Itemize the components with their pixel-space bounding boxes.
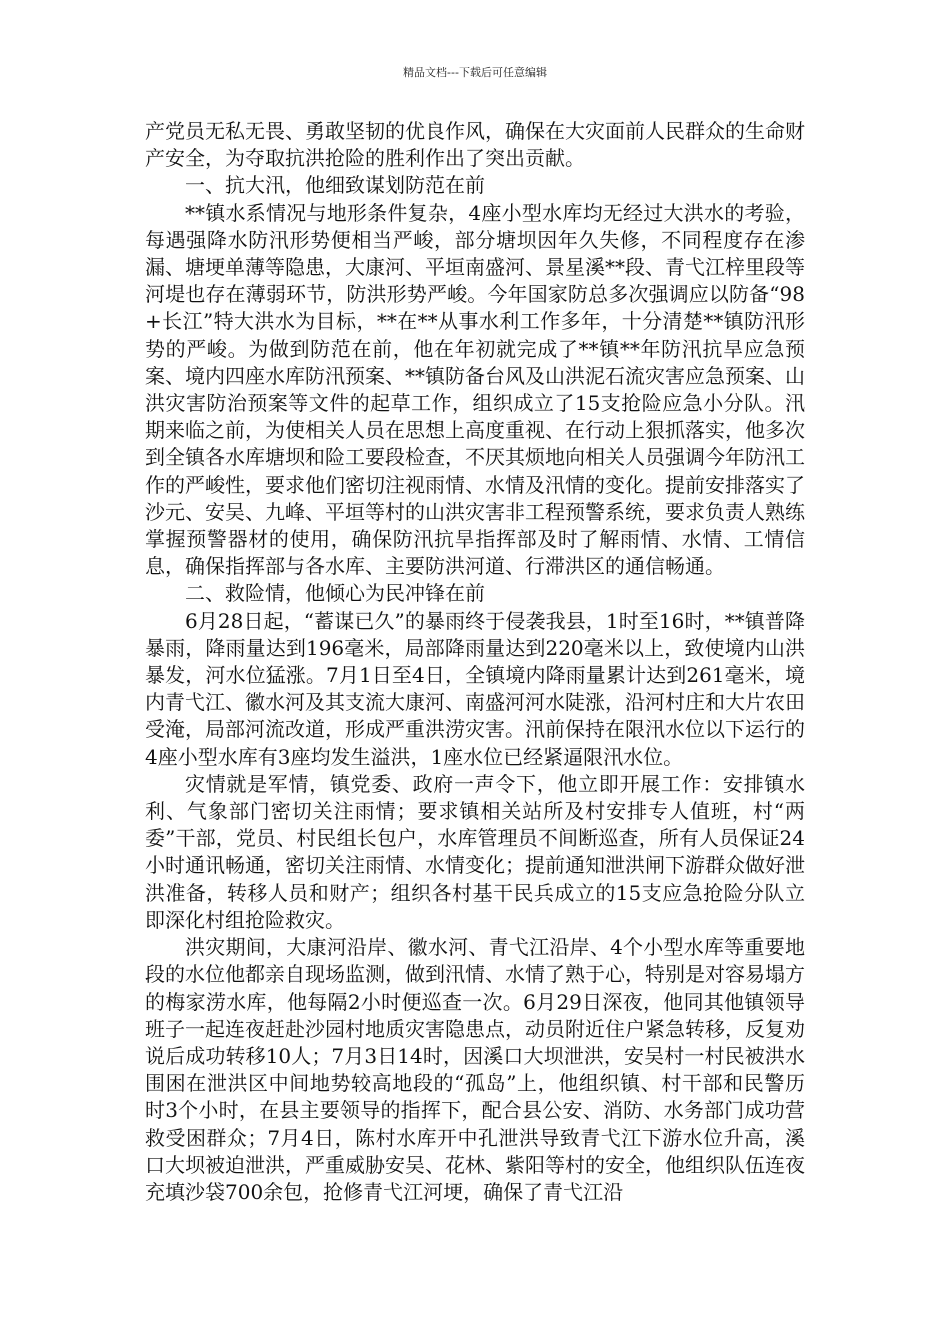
section-heading-1: 一、抗大汛，他细致谋划防范在前: [185, 173, 485, 198]
section-heading-2: 二、救险情，他倾心为民冲锋在前: [185, 581, 485, 606]
paragraph-flood-prevention: **镇水系情况与地形条件复杂，4座小型水库均无经过大洪水的考验，每遇强降水防汛形势便相当严峻，部分塘坝因年久失修，不同程度存在渗漏、塘埂单薄等隐患，大康河、平垣南盛河、景星溪**段、青弋江梓里段等河堤也存在薄弱环节，防洪形势严峻。今年国家防总多次强调应以防备“98+长江”特大洪水为目标，**在**从事水利工作多年，十分清楚**镇防汛形势的严峻。为做到防范在前，他在年初就完成了**镇**年防汛抗旱应急预案、境内四座水库防汛预案、**镇防备台风及山洪泥石流灾害应急预案、山洪灾害防治预案等文件的起草工作，组织成立了15支抢险应急小分队。汛期来临之前，为使相关人员在思想上高度重视、在行动上狠抓落实，他多次到全镇各水库塘坝和险工要段检查，不厌其烦地向相关人员强调今年防汛工作的严峻性，要求他们密切注视雨情、水情及汛情的变化。提前安排落实了沙元、安吴、九峰、平垣等村的山洪灾害非工程预警系统，要求负责人熟练掌握预警器材的使用，确保防汛抗旱指挥部及时了解雨情、水情、工情信息，确保指挥部与各水库、主要防洪河道、行滞洪区的通信畅通。: [145, 200, 805, 579]
paragraph-emergency-response: 灾情就是军情，镇党委、政府一声令下，他立即开展工作：安排镇水利、气象部门密切关注雨情；要求镇相关站所及村安排专人值班，村“两委”干部，党员、村民组长包户，水库管理员不间断巡查，所有人员保证24小时通讯畅通，密切关注雨情、水情变化；提前通知泄洪闸下游群众做好泄洪准备，转移人员和财产；组织各村基干民兵成立的15支应急抢险分队立即深化村组抢险救灾。: [145, 771, 805, 932]
document-body: [145, 118, 805, 1206]
paragraph-rescue-actions: 洪灾期间，大康河沿岸、徽水河、青弋江沿岸、4个小型水库等重要地段的水位他都亲自现场监测，做到汛情、水情了熟于心，特别是对容易塌方的梅家涝水库，他每隔2小时便巡查一次。6月29日深夜，他同其他镇领导班子一起连夜赶赴沙园村地质灾害隐患点，动员附近住户紧急转移，反复劝说后成功转移10人；7月3日14时，因溪口大坝泄洪，安吴村一村民被洪水围困在泄洪区中间地势较高地段的“孤岛”上，他组织镇、村干部和民警历时3个小时，在县主要领导的指挥下，配合县公安、消防、水务部门成功营救受困群众；7月4日，陈村水库开中孔泄洪导致青弋江下游水位升高，溪口大坝被迫泄洪，严重威胁安吴、花林、紫阳等村的安全，他组织队伍连夜充填沙袋700余包，抢修青弋江河埂，确保了青弋江沿: [145, 935, 805, 1204]
paragraph-rainstorm: 6月28日起，“蓄谋已久”的暴雨终于侵袭我县，1时至16时，**镇普降暴雨，降雨量达到196毫米，局部降雨量达到220毫米以上，致使境内山洪暴发，河水位猛涨。7月1日至4日，全镇境内降雨量累计达到261毫米，境内青弋江、徽水河及其支流大康河、南盛河河水陡涨，沿河村庄和大片农田受淹，局部河流改道，形成严重洪涝灾害。汛前保持在限汛水位以下运行的4座小型水库有3座均发生溢洪，1座水位已经紧逼限汛水位。: [145, 608, 805, 769]
paragraph-intro-continuation: 产党员无私无畏、勇敢坚韧的优良作风，确保在大灾面前人民群众的生命财产安全，为夺取抗洪抢险的胜利作出了突出贡献。: [145, 119, 805, 171]
page-header: 精品文档---下载后可任意编辑: [403, 66, 547, 79]
